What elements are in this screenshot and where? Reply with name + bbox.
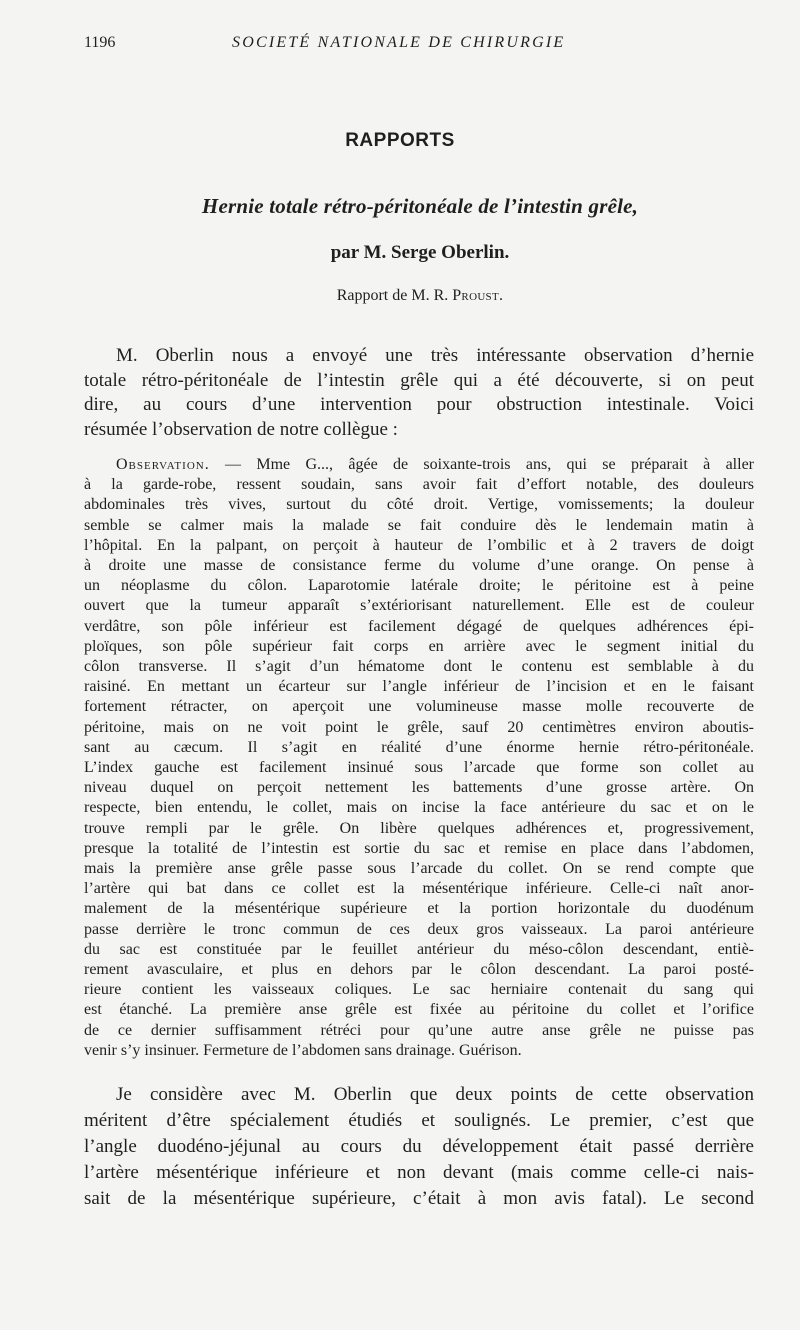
conclusion-paragraph <box>84 1082 754 1212</box>
text-line: semble se calmer mais la malade se fait conduire dès le lendemain matin à <box>84 516 754 534</box>
reporter-name: Proust. <box>452 287 504 304</box>
text-line: rieure contient les vaisseaux coliques. Le sac herniaire contenait du sang qui <box>84 981 754 999</box>
article-title: Hernie totale rétro-péritonéale de l’intestin grêle, <box>201 194 639 218</box>
text-line: ploïques, son pôle supérieur fait corps en arrière avec le segment initial du <box>84 637 754 655</box>
text-line: à la garde-robe, ressent soudain, sans avoir fait d’effort notable, des douleurs <box>84 476 754 494</box>
text-line: est étanché. La première anse grêle est fixée au péritoine du collet et l’orifice <box>84 1001 754 1019</box>
section-title: RAPPORTS <box>345 130 455 151</box>
text-line: mais la première anse grêle passe sous l’arcade du collet. On se rend compte que <box>84 860 754 878</box>
intro-paragraph <box>84 344 754 442</box>
running-header <box>84 34 764 56</box>
text-line: respecte, bien entendu, le collet, mais on incise la face antérieure du sac et on le <box>84 799 754 817</box>
text-line: sant au cæcum. Il s’agit en réalité d’une énorme hernie rétro-péritonéale. <box>84 738 754 756</box>
text-line: passe derrière le tronc commun de ces deux gros vaisseaux. La paroi antérieure <box>84 920 754 938</box>
text-line: presque la totalité de l’intestin est sortie du sac et remise en place dans l’abdomen, <box>84 839 754 857</box>
text-line: l’artère qui bat dans ce collet est la mésentérique inférieure. Celle-ci naît anor- <box>84 880 754 898</box>
text-line: malement de la mésentérique supérieure et la portion horizontale du duodénum <box>84 900 754 918</box>
author-line: par M. Serge Oberlin. <box>330 242 510 263</box>
text-line: l’artère mésentérique inférieure et non devant (mais comme celle-ci nais- <box>84 1162 754 1183</box>
text-line: niveau duquel on perçoit nettement les battements d’une grosse artère. On <box>84 779 754 797</box>
text-line: de ce dernier suffisamment rétréci pour qu’une autre anse grêle ne puisse pas <box>84 1021 754 1039</box>
observation-label: Observation. <box>116 456 210 473</box>
text-line: Je considère avec M. Oberlin que deux points de cette observation <box>116 1084 754 1105</box>
text-line: L’index gauche est facilement insinué sous l’arcade que forme son collet au <box>84 759 754 777</box>
text-line: rement avasculaire, et plus en dehors par le côlon descendant. La paroi posté- <box>84 961 754 979</box>
text-line: côlon transverse. Il s’agit d’un hématome dont le contenu est semblable à du <box>84 658 754 676</box>
observation-paragraph <box>84 455 754 1061</box>
text-line: péritoine, mais on ne voit point le grêle, sauf 20 centimètres environ aboutis- <box>84 718 754 736</box>
text-line: du sac est constituée par le feuillet antérieur du méso-côlon descendant, entiè- <box>84 940 754 958</box>
text-line: l’angle duodéno-jéjunal au cours du développement était passé derrière <box>84 1136 754 1157</box>
page-number: 1196 <box>84 34 116 51</box>
text-line: résumée l’observation de notre collègue : <box>84 418 398 440</box>
observation-first-line-text: — Mme G..., âgée de soixante-trois ans, qui se préparait à aller <box>209 456 754 473</box>
report-prefix: Rapport de M. R. <box>336 287 449 304</box>
text-line: méritent d’être spécialement étudiés et soulignés. Le premier, c’est que <box>84 1110 754 1131</box>
text-line: totale rétro-péritonéale de l’intestin grêle qui a été découverte, si on peut <box>84 369 754 391</box>
text-line: verdâtre, son pôle inférieur est facilement dégagé de quelques adhérences épi- <box>84 617 754 635</box>
text-line: dire, au cours d’une intervention pour obstruction intestinale. Voici <box>84 394 754 415</box>
text-line: sait de la mésentérique supérieure, c’était à mon avis fatal). Le second <box>84 1188 754 1209</box>
text-line: venir s’y insinuer. Fermeture de l’abdomen sans drainage. Guérison. <box>84 1041 522 1059</box>
text-line: trouve rempli par le grêle. On libère quelques adhérences et, progressivement, <box>84 819 754 837</box>
journal-title: SOCIETÉ NATIONALE DE CHIRURGIE <box>232 34 566 51</box>
observation-first-line <box>84 455 754 475</box>
text-line: un néoplasme du côlon. Laparotomie latérale droite; le péritoine est à peine <box>84 577 754 595</box>
text-line: abdominales très vives, surtout du côté droit. Vertige, vomissements; la douleur <box>84 496 754 514</box>
text-line: à droite une masse de consistance ferme du volume d’une orange. On pense à <box>84 557 754 575</box>
report-line <box>0 287 800 305</box>
text-line: ouvert que la tumeur apparaît s’extériorisant naturellement. Elle est de couleur <box>84 597 754 615</box>
text-line: raisiné. En mettant un écarteur sur l’angle inférieur de l’incision et en le faisant <box>84 678 754 696</box>
text-line: M. Oberlin nous a envoyé une très intéressante observation d’hernie <box>116 345 754 366</box>
text-line: fortement rétracter, on aperçoit une volumineuse masse molle recouverte de <box>84 698 754 716</box>
text-line: l’hôpital. En la palpant, on perçoit à hauteur de l’ombilic et à 2 travers de doigt <box>84 536 754 554</box>
